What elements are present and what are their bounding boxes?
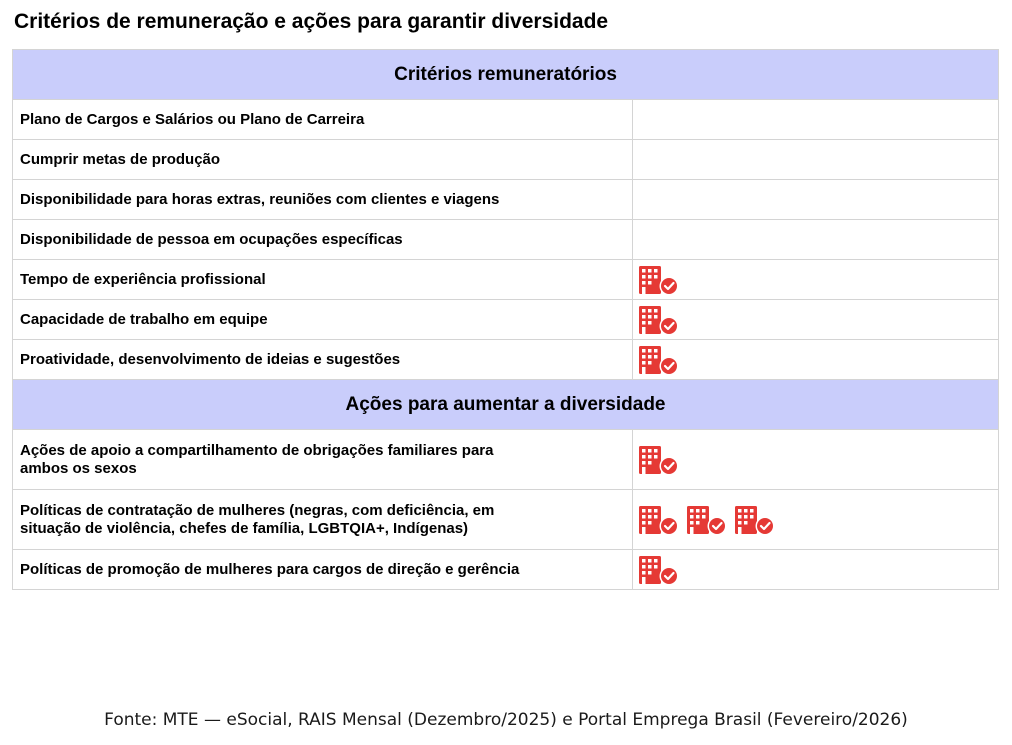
section-header-remuneration: [13, 50, 999, 100]
criterion-label-line: ambos os sexos: [20, 459, 137, 477]
criterion-label: Cumprir metas de produção: [13, 140, 633, 180]
indicator-cell: [633, 430, 999, 490]
page-title: Critérios de remuneração e ações para garantir diversidade: [14, 10, 609, 33]
indicator-cell: [633, 550, 999, 590]
criterion-label: Disponibilidade para horas extras, reuniões com clientes e viagens: [13, 180, 633, 220]
table-row: [13, 180, 999, 220]
criterion-label: Disponibilidade de pessoa em ocupações específicas: [13, 220, 633, 260]
criteria-table: [12, 49, 999, 590]
building-check-icon: [638, 265, 680, 295]
table-row: [13, 100, 999, 140]
table-row: [13, 490, 999, 550]
table-row: [13, 300, 999, 340]
indicator-cell: [633, 490, 999, 550]
criterion-label: Proatividade, desenvolvimento de ideias e sugestões: [13, 340, 633, 380]
indicator-cell: [633, 100, 999, 140]
building-check-icon: [638, 555, 680, 585]
building-check-icon: [686, 505, 728, 535]
building-check-icon: [638, 445, 680, 475]
table-row: [13, 430, 999, 490]
table-row: [13, 140, 999, 180]
criterion-label: [13, 430, 633, 490]
table-row: [13, 260, 999, 300]
indicator-cell: [633, 220, 999, 260]
criterion-label-line: Políticas de contratação de mulheres (negras, com deficiência, em: [20, 501, 495, 519]
criterion-label: Políticas de promoção de mulheres para cargos de direção e gerência: [13, 550, 633, 590]
indicator-cell: [633, 140, 999, 180]
building-check-icon: [638, 345, 680, 375]
criterion-label: Plano de Cargos e Salários ou Plano de Carreira: [13, 100, 633, 140]
criterion-label: [13, 490, 633, 550]
table-row: [13, 550, 999, 590]
building-check-icon: [638, 505, 680, 535]
indicator-cell: [633, 340, 999, 380]
criterion-label: Tempo de experiência profissional: [13, 260, 633, 300]
section-header-label: Ações para aumentar a diversidade: [13, 380, 999, 430]
source-note: Fonte: MTE — eSocial, RAIS Mensal (Dezembro/2025) e Portal Emprega Brasil (Fevereiro/2026): [104, 710, 908, 730]
building-check-icon: [734, 505, 776, 535]
indicator-cell: [633, 180, 999, 220]
table-row: [13, 340, 999, 380]
criterion-label-line: situação de violência, chefes de família, LGBTQIA+, Indígenas): [20, 519, 469, 537]
section-header-label: Critérios remuneratórios: [13, 50, 999, 100]
indicator-cell: [633, 300, 999, 340]
criterion-label: Capacidade de trabalho em equipe: [13, 300, 633, 340]
table-row: [13, 220, 999, 260]
indicator-cell: [633, 260, 999, 300]
building-check-icon: [638, 305, 680, 335]
criterion-label-line: Ações de apoio a compartilhamento de obrigações familiares para: [20, 441, 494, 459]
section-header-diversity: [13, 380, 999, 430]
